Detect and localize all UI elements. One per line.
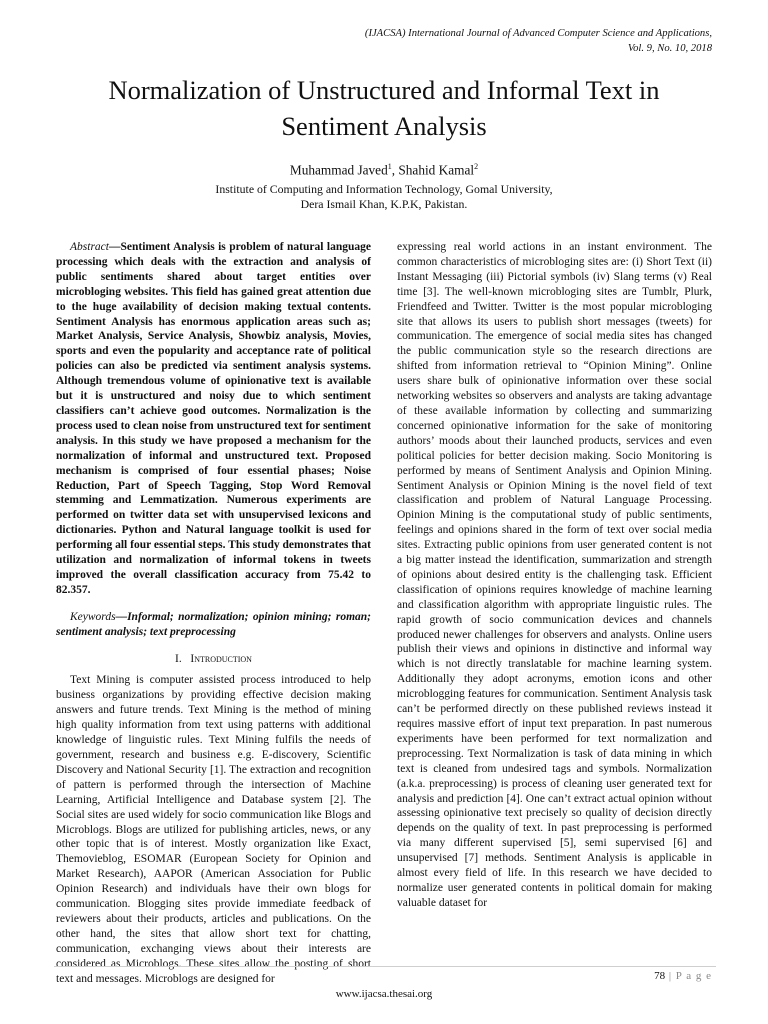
paper-title (0, 72, 768, 144)
intro-paragraph-continued: expressing real world actions in an instant environment. The common characteristics of microbloging sites are: (i) Short Text (ii) Instant Messaging (iii) Pictorial symbols (iv) Slang terms (v) Real time [3]. The well-known microbloging sites are Tumblr, Plurk, Friendfeed and Twitter. Twitter is the most popular microbloging site that allows its users to publish short messages (tweets) for communication. The emergence of social media sites has changed the public communication style so the research directions are shifted from information retrieval to “Opinion Mining”. Online users share bulk of opinionative information over these social networking websites so observers and analysts are taking advantage of these available information by collecting and summarizing concerned opinionative information for the sake of monitoring authors’ moods about their launched products, services and even political policies for better decision making. Socio Monitoring is performed by means of Sentiment Analysis and Opinion Mining. Sentiment Analysis or Opinion Mining is the novel field of text classification and problem of Natural Language Processing. Opinion Mining is the computational study of public sentiments, feelings and opinions shared in the form of text over social media sites. Extracting public opinions from user generated content is not a big matter instead the identification, summarization and strength of opinions about desired entity is the challenging task. Efficient classification of opinions requires knowledge of machine learning and classification algorithm with appropriate linguistic rules. The rapid growth of socio communication devices and channels produced newer challenges for observers and analysts. Online users publish their views and opinions in distinctive and informal way which is not directly translatable for machine learning system. Additionally they adopt acronyms, emotion icons and other microblogging features for communication. Sentiment Analysis task can’t be performed directly on these published reviews instead it requires massive effort of input text preparation. In past numerous experiments have been performed for text normalization and preprocessing. Text Normalization is task of data mining in which text is cleaned from undesired tags and symbols. Normalization (a.k.a. preprocessing) is process of cleaning user generated text for analysis and prediction [4]. One can’t extract actual opinion without assessing opinionative text precisely so quality of decision directly depends on the quality of text. In past preprocessing is performed via many different supervised [5], semi supervised [6] and unsupervised [7] methods. Sentiment Analysis is applicable in almost every field of life. In this research we have decided to normalize user generated contents in political domain for making valuable dataset for (397, 241, 712, 909)
keywords (56, 610, 371, 640)
intro-paragraph: Text Mining is computer assisted process introduced to help business organizations by providing effective decision making answers and future trends. Text Mining is the method of mining high quality information from text using patterns with additional knowledge of linguistic rules. Text Mining fulfils the needs of government, research and business e.g. E-discovery, Scientific Discovery and National Security [1]. The extraction and recognition of pattern is performed through the intersection of Machine Learning, Artificial Intelligence and Database system [2]. The Social sites are used widely for socio communication like Blogs and Microblogs. Blogs are utilized for publishing articles, news, or any other topic that is of interest. Mostly organization like Exact, Themovieblog, ESOMAR (European Society for Opinion and Market Research), AAPOR (American Association for Public Opinion Research) and individuals have their own blogs for communication. Blogging sites provide immediate feedback of reviewers about their products, articles and publications. On the other hand, the sites that allow short text for chatting, communication, exchanging views about their interests are considered as Microblogs. These sites allow the posting of short text and messages. Microblogs are designed for (56, 674, 371, 985)
section-title: Introduction (190, 652, 252, 665)
section-number: I. (175, 652, 182, 665)
journal-name: (IJACSA) International Journal of Advanced Computer Science and Applications, (364, 28, 712, 39)
keywords-text: —Informal; normalization; opinion mining; roman; sentiment analysis; text preprocessing (56, 610, 371, 638)
author-name: Muhammad Javed (289, 162, 388, 178)
left-column (56, 240, 371, 987)
affiliation (0, 182, 768, 212)
journal-header (365, 26, 712, 56)
journal-volume: Vol. 9, No. 10, 2018 (627, 43, 712, 54)
page-number (654, 970, 712, 982)
page-number-value: 78 (654, 970, 666, 982)
right-column (397, 240, 712, 911)
affiliation-line-2: Dera Ismail Khan, K.P.K, Pakistan. (300, 197, 468, 211)
author-affiliation-marker: 1 (387, 162, 392, 171)
page-label: P a g e (675, 970, 712, 982)
page-number-separator: | (665, 970, 676, 982)
keywords-label: Keywords (70, 610, 116, 623)
abstract-text: —Sentiment Analysis is problem of natural language processing which deals with the extraction and analysis of public sentiments shared about target entities over microbloging websites. This field has gained great attention due to the huge availability of decision making textual contents. Sentiment Analysis has enormous application areas such as; Market Analysis, Service Analysis, Showbiz analysis, Movies, sports and even the popularity and acceptance rate of political policies can also be predicted via sentiment analysis systems. Although tremendous volume of opinionative text is available but it is unstructured and noisy due to which sentiment classifiers can’t achieve good outcomes. Normalization is the process used to clean noise from unstructured text for sentiment analysis. In this study we have proposed a mechanism for the normalization of informal and unstructured text. Proposed mechanism is comprised of four essential phases; Noise Reduction, Part of Speech Tagging, Stop Word Removal stemming and Lemmatization. Numerous experiments are performed on twitter data set with unsupervised lexicons and dictionaries. Python and Natural language toolkit is used for performing all four essential steps. This study demonstrates that utilization and normalization of informal tokens in tweets improved the overall classification accuracy from 75.42 to 82.357. (56, 241, 371, 596)
abstract (56, 240, 371, 598)
author-list (0, 162, 768, 178)
author-affiliation-marker: 2 (474, 162, 479, 171)
author-separator: , (391, 162, 399, 178)
paper-title-line-1: Normalization of Unstructured and Informal Text in (108, 75, 660, 105)
footer-rule (54, 966, 716, 967)
section-heading (56, 652, 371, 667)
author-name: Shahid Kamal (398, 162, 475, 178)
affiliation-line-1: Institute of Computing and Information Technology, Gomal University, (215, 182, 553, 196)
paper-title-line-2: Sentiment Analysis (281, 111, 487, 141)
journal-website: www.ijacsa.thesai.org (335, 988, 433, 1000)
abstract-label: Abstract (70, 241, 109, 253)
